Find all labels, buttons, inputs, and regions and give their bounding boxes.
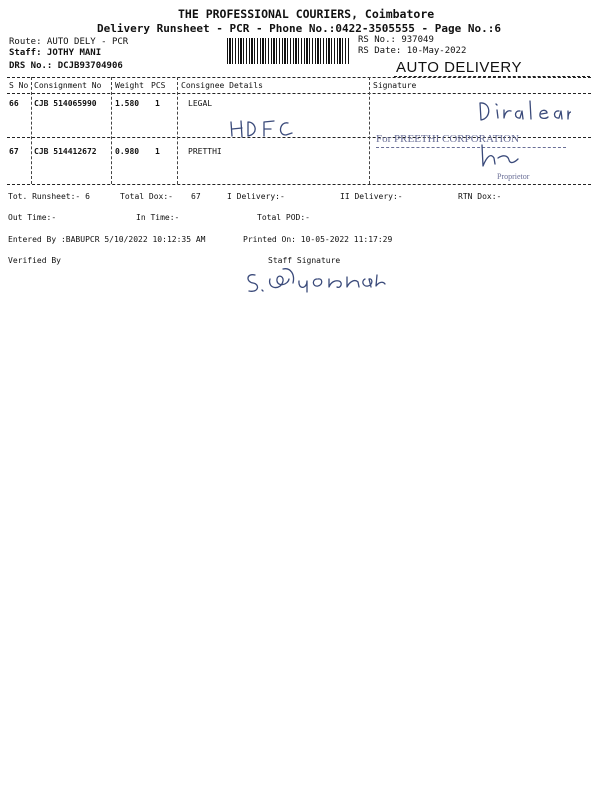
cell-consignee: LEGAL <box>188 99 213 108</box>
col-divider <box>369 77 370 184</box>
cell-weight: 1.580 <box>115 99 140 108</box>
out-time-label: Out Time:- <box>8 213 57 222</box>
handwritten-hdfc-note <box>228 116 300 142</box>
staff-label: Staff: JOTHY MANI <box>9 48 102 58</box>
handwritten-signature-diralear <box>475 98 571 128</box>
cell-consignment: CJB 514065990 <box>34 99 97 108</box>
runsheet-title: Delivery Runsheet - PCR - Phone No.:0422-3505555 - Page No.:6 <box>97 22 501 35</box>
cell-consignee: PRETTHI <box>188 147 222 156</box>
stamp-title: Proprietor <box>497 172 530 181</box>
drs-number: DRS No.: DCJB93704906 <box>9 61 123 71</box>
cell-consignment: CJB 514412672 <box>34 147 97 156</box>
auto-delivery-stamp: AUTO DELIVERY <box>396 59 522 76</box>
col-header-weight: Weight <box>115 81 144 90</box>
company-title: THE PROFESSIONAL COURIERS, Coimbatore <box>178 7 435 21</box>
table-top-rule <box>7 77 591 78</box>
rtn-dox-label: RTN Dox:- <box>458 192 502 201</box>
col-header-sno: S No <box>9 81 29 90</box>
col-header-consignment: Consignment No <box>34 81 102 90</box>
rs-number: RS No.: 937049 <box>358 35 434 45</box>
cell-weight: 0.980 <box>115 147 140 156</box>
total-dox-label: Total Dox:- <box>120 192 173 201</box>
handwritten-initials <box>478 142 522 172</box>
col-divider <box>111 77 112 184</box>
col-header-pcs: PCS <box>151 81 166 90</box>
cell-sno: 66 <box>9 99 19 108</box>
ii-delivery-label: II Delivery:- <box>340 192 403 201</box>
total-dox-value: 67 <box>191 192 201 201</box>
verified-by-label: Verified By <box>8 256 61 265</box>
route-label: Route: AUTO DELY - PCR <box>9 37 129 47</box>
printed-on: Printed On: 10-05-2022 11:17:29 <box>243 235 393 244</box>
rs-date: RS Date: 10-May-2022 <box>358 46 467 56</box>
barcode <box>227 38 349 64</box>
col-header-signature: Signature <box>373 81 417 90</box>
table-bottom-rule <box>7 184 591 185</box>
col-divider <box>177 77 178 184</box>
i-delivery-label: I Delivery:- <box>227 192 285 201</box>
stamp-rule <box>376 147 566 148</box>
col-divider <box>31 77 32 184</box>
col-header-consignee: Consignee Details <box>181 81 263 90</box>
staff-signature-label: Staff Signature <box>268 256 341 265</box>
cell-pcs: 1 <box>155 147 160 156</box>
staff-signature <box>243 265 393 299</box>
stamp-company: For PREETHI CORPORATION <box>376 133 520 145</box>
entered-by: Entered By :BABUPCR 5/10/2022 10:12:35 AM <box>8 235 206 244</box>
cell-pcs: 1 <box>155 99 160 108</box>
in-time-label: In Time:- <box>136 213 180 222</box>
tot-runsheet: Tot. Runsheet:- 6 <box>8 192 90 201</box>
table-header-rule <box>7 93 591 94</box>
cell-sno: 67 <box>9 147 19 156</box>
total-pod-label: Total POD:- <box>257 213 310 222</box>
